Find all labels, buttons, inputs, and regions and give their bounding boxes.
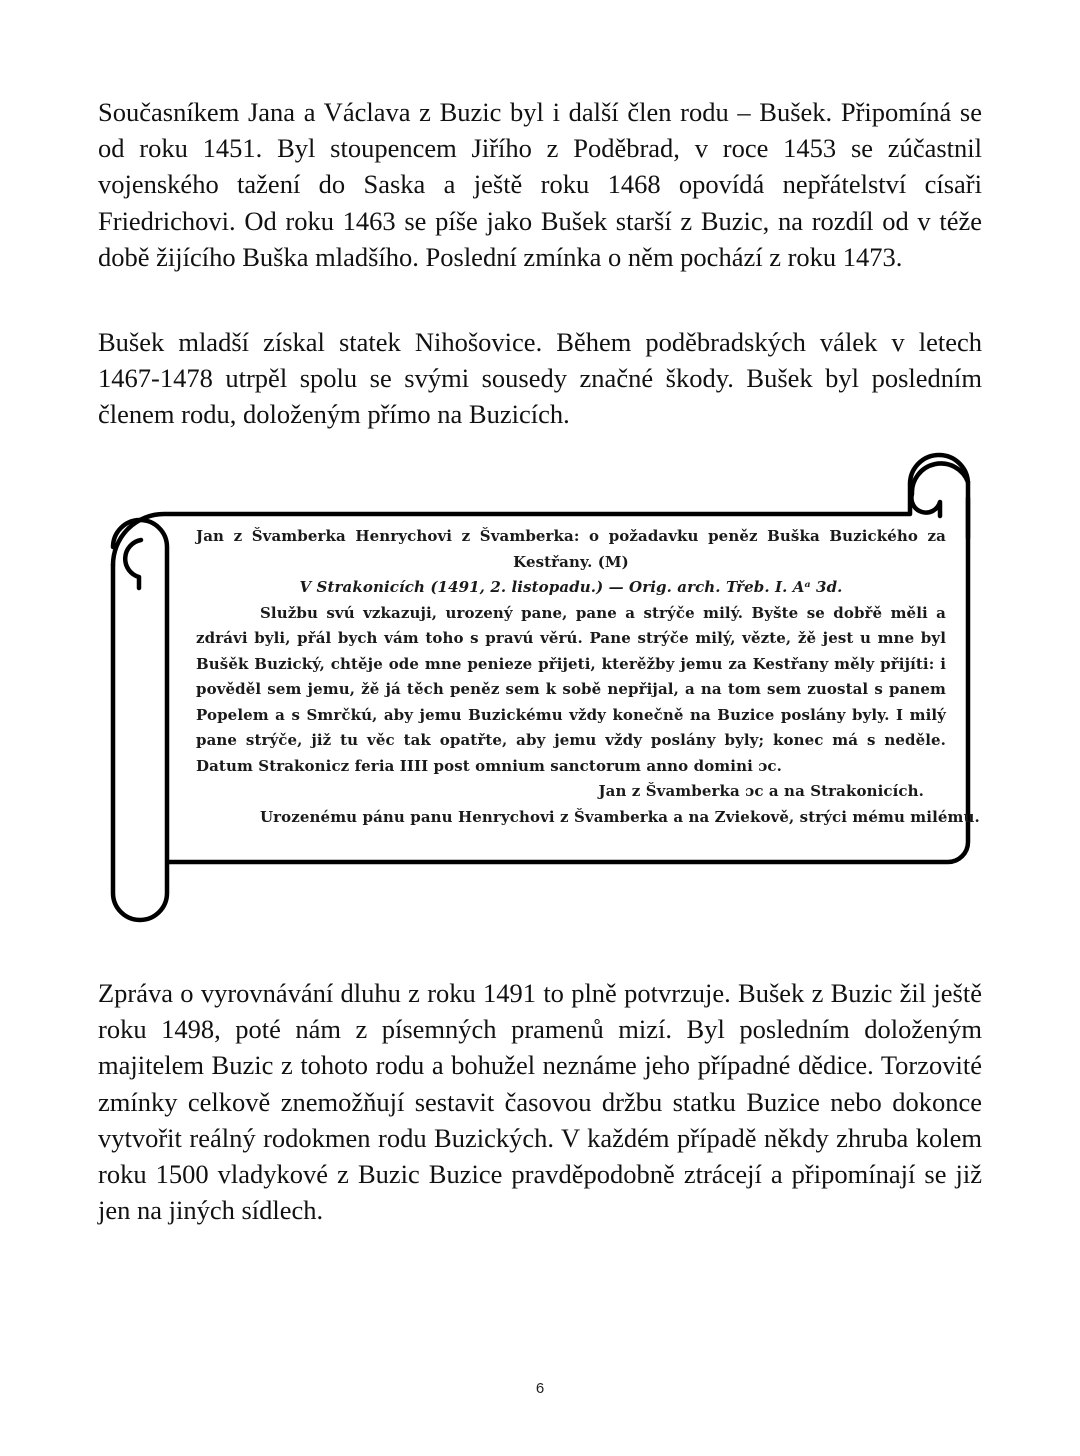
paragraph-busek-younger: Bušek mladší získal statek Nihošovice. Během poděbradských válek v letech 1467-1478 utrpěl spolu se svými sousedy značné škody. Bušek byl posledním členem rodu, doloženým přímo na Buzicích. [98, 327, 982, 430]
page-number: 6 [535, 1380, 545, 1397]
letter-signature: Jan z Švamberka ɔc a na Strakonicích. [598, 782, 924, 800]
paragraph-debt-settlement: Zpráva o vyrovnávání dluhu z roku 1491 to plně potvrzuje. Bušek z Buzic žil ještě roku 1498, poté nám z písemných pramenů mizí. Byl posledním doloženým majitelem Buzic z tohoto rodu a bohužel neznáme jeho případné dědice. Torzovité zmínky celkově znemožňují sestavit časovou držbu statku Buzice nebo dokonce vytvořit reálný rodokmen rodu Buzických. V každém případě někdy zhruba kolem roku 1500 vladykové z Buzic Buzice pravděpodobně ztrácejí a připomínají se již jen na jiných sídlech. [98, 978, 982, 1226]
scroll-left-curl [125, 540, 141, 588]
letter-heading: Jan z Švamberka Henrychovi z Švamberka: o požadavku peněz Buška Buzického za Kestřany. (M) [196, 527, 946, 571]
letter-body: Službu svú vzkazuji, urozený pane, pane a strýče milý. Byšte se dobřě měli a zdrávi byli, přál bych vám toho s pravú věrú. Pane strýče milý, vězte, žě jest u mne byl Bušěk Buzický, chtěje ode mne penieze přijeti, kterěžby jemu za Kestřany měly přijíti: i pověděl sem jemu, žě já těch peněz sem k sobě nepřijal, a na tom sem zuostal s panem Popelem a s Smrčkú, aby jemu Buzickému vždy konečně na Buzice poslány byly. I milý pane strýče, již tu věc tak opatřte, aby jemu vždy poslány byly; konec má s neděle. Datum Strakonicz feria IIII post omnium sanctorum anno domini ɔc. [196, 603, 946, 775]
letter-signature-line [196, 779, 946, 805]
letter-source: V Strakonicích (1491, 2. listopadu.) — Orig. arch. Třeb. I. Aᵃ 3d. [299, 578, 843, 596]
letter-address: Urozenému pánu panu Henrychovi z Švamberka a na Zviekově, strýci mému milému. [260, 807, 980, 826]
paragraph-busek-elder: Současníkem Jana a Václava z Buzic byl i další člen rodu – Bušek. Připomíná se od roku 1451. Byl stoupencem Jiřího z Poděbrad, v roce 1453 se zúčastnil vojenského tažení do Saska a ještě roku 1468 opovídá nepřátelství císaři Friedrichovi. Od roku 1463 se píše jako Bušek starší z Buzic, na rozdíl od v téže době žijícího Buška mladšího. Poslední zmínka o něm pochází z roku 1473. [98, 97, 982, 272]
letter-transcription [196, 524, 980, 830]
scroll-top-curl [911, 463, 968, 516]
